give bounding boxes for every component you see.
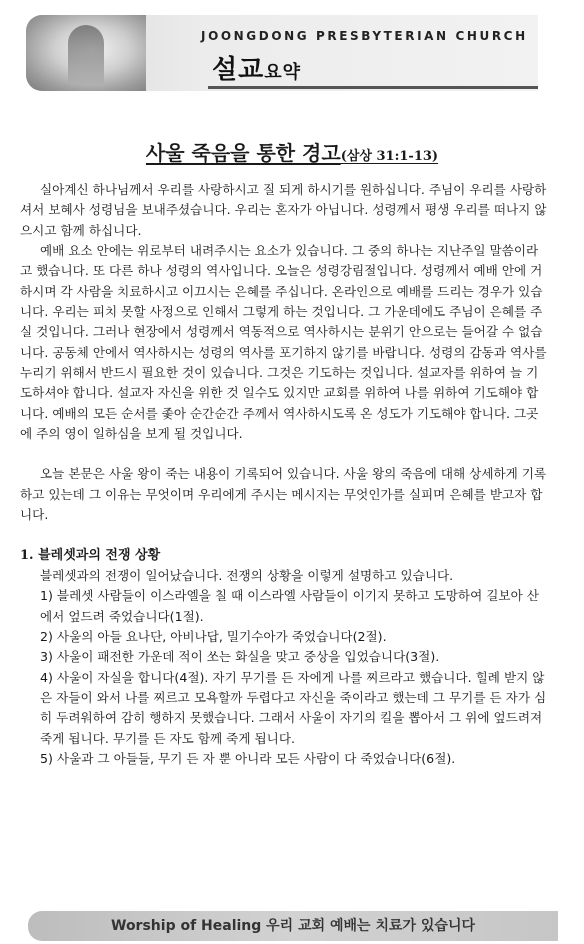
paragraph: 실아계신 하나님께서 우리를 사랑하시고 질 되게 하시기를 원하십니다. 주님이 우리를 사랑하셔서 보혜사 성령님을 보내주셨습니다. 우리는 혼자가 아닙니다. 성령께서 평생 우리를 떠나지 않으시고 함께 하십니다. — [20, 182, 547, 238]
spacer — [20, 526, 548, 546]
section-heading: 1. 블레셋과의 전쟁 상황 — [20, 547, 161, 563]
church-name: JOONGDONG PRESBYTERIAN CHURCH — [201, 29, 528, 43]
sermon-body — [20, 180, 548, 769]
sermon-title — [0, 137, 584, 166]
list-item: 2) 사울의 아들 요나단, 아비나답, 밀기수아가 죽었습니다(2절). — [40, 628, 387, 644]
list-item: 1) 블레셋 사람들이 이스라엘을 칠 때 이스라엘 사람들이 이기지 못하고 도망하여 길보아 산에서 엎드려 죽었습니다(1절). — [40, 588, 539, 624]
footer-banner: Worship of Healing 우리 교회 예배는 치료가 있습니다 — [28, 911, 558, 941]
header-divider — [208, 86, 538, 89]
section-label-small: 요약 — [264, 62, 302, 83]
section-label — [212, 49, 301, 86]
section-intro: 블레셋과의 전쟁이 일어났습니다. 전쟁의 상황을 이렇게 설명하고 있습니다. — [40, 567, 454, 583]
sermon-title-main: 사울 죽음을 통한 경고 — [145, 141, 341, 165]
sermon-title-ref: (삼상 31:1-13) — [340, 149, 439, 164]
section-label-big: 설교 — [212, 55, 265, 85]
paragraph: 오늘 본문은 사울 왕이 죽는 내용이 기록되어 있습니다. 사울 왕의 죽음에 대해 상세하게 기록하고 있는데 그 이유는 무엇이며 우리에게 주시는 메시지는 무엇인가를 실피며 은혜를 받고자 합니다. — [20, 466, 547, 523]
praying-woman-image — [26, 15, 146, 91]
list-item: 3) 사울이 패전한 가운데 적이 쏘는 화실을 맞고 중상을 입었습니다(3절). — [40, 649, 440, 665]
header-banner — [26, 15, 538, 91]
spacer — [20, 444, 548, 464]
list-item: 5) 사울과 그 아들들, 무기 든 자 뿐 아니라 모든 사람이 다 죽었습니다(6절). — [40, 750, 456, 766]
paragraph: 예배 요소 안에는 위로부터 내려주시는 요소가 있습니다. 그 중의 하나는 지난주일 말씀이라고 했습니다. 또 다른 하나 성령의 역사입니다. 오늘은 성령강림절입니다. 성령께서 예배 안에 거하시며 각 사람을 치료하시고 이끄시는 은혜를 주십니다. 온라인으로 예배를 드리는 경우가 있습니다. 우리는 피치 못할 사정으로 인해서 그렇게 하는 것입니다. 그 가운데에도 주님이 은혜를 주실 것입니다. 그러나 현장에서 성령께서 역동적으로 역사하시는 분위기 안으로는 들어갈 수 없습니다. 공동체 안에서 역사하시는 성령의 역사를 포기하지 않기를 바랍니다. 성령의 감동과 역사를 누리기 위해서 반드시 필요한 것이 있습니다. 그것은 기도하는 것입니다. 설교자를 위하여 늘 기도하셔야 합니다. 설교자 자신을 위한 것 일수도 있지만 교회를 위하여 나를 위하여 기도해야 합니다. 예배의 모든 순서를 좇아 순간순간 주께서 역사하시도록 온 성도가 기도해야 합니다. 그곳에 주의 영이 일하심을 보게 될 것입니다. — [20, 243, 547, 442]
figure-silhouette — [68, 25, 104, 85]
list-item: 4) 사울이 자실을 합니다(4절). 자기 무기를 든 자에게 나를 찌르라고 했습니다. 힐례 받지 않은 자들이 와서 나를 찌르고 모욕할까 두렵다고 자신을 죽이라고 했는데 그 무기를 든 자가 심히 두려워하여 감히 행하지 못했습니다. 그래서 사울이 자기의 킬을 뽑아서 그 위에 엎드려져 죽게 됩니다. 무기를 든 자도 함께 죽게 됩니다. — [40, 669, 547, 746]
